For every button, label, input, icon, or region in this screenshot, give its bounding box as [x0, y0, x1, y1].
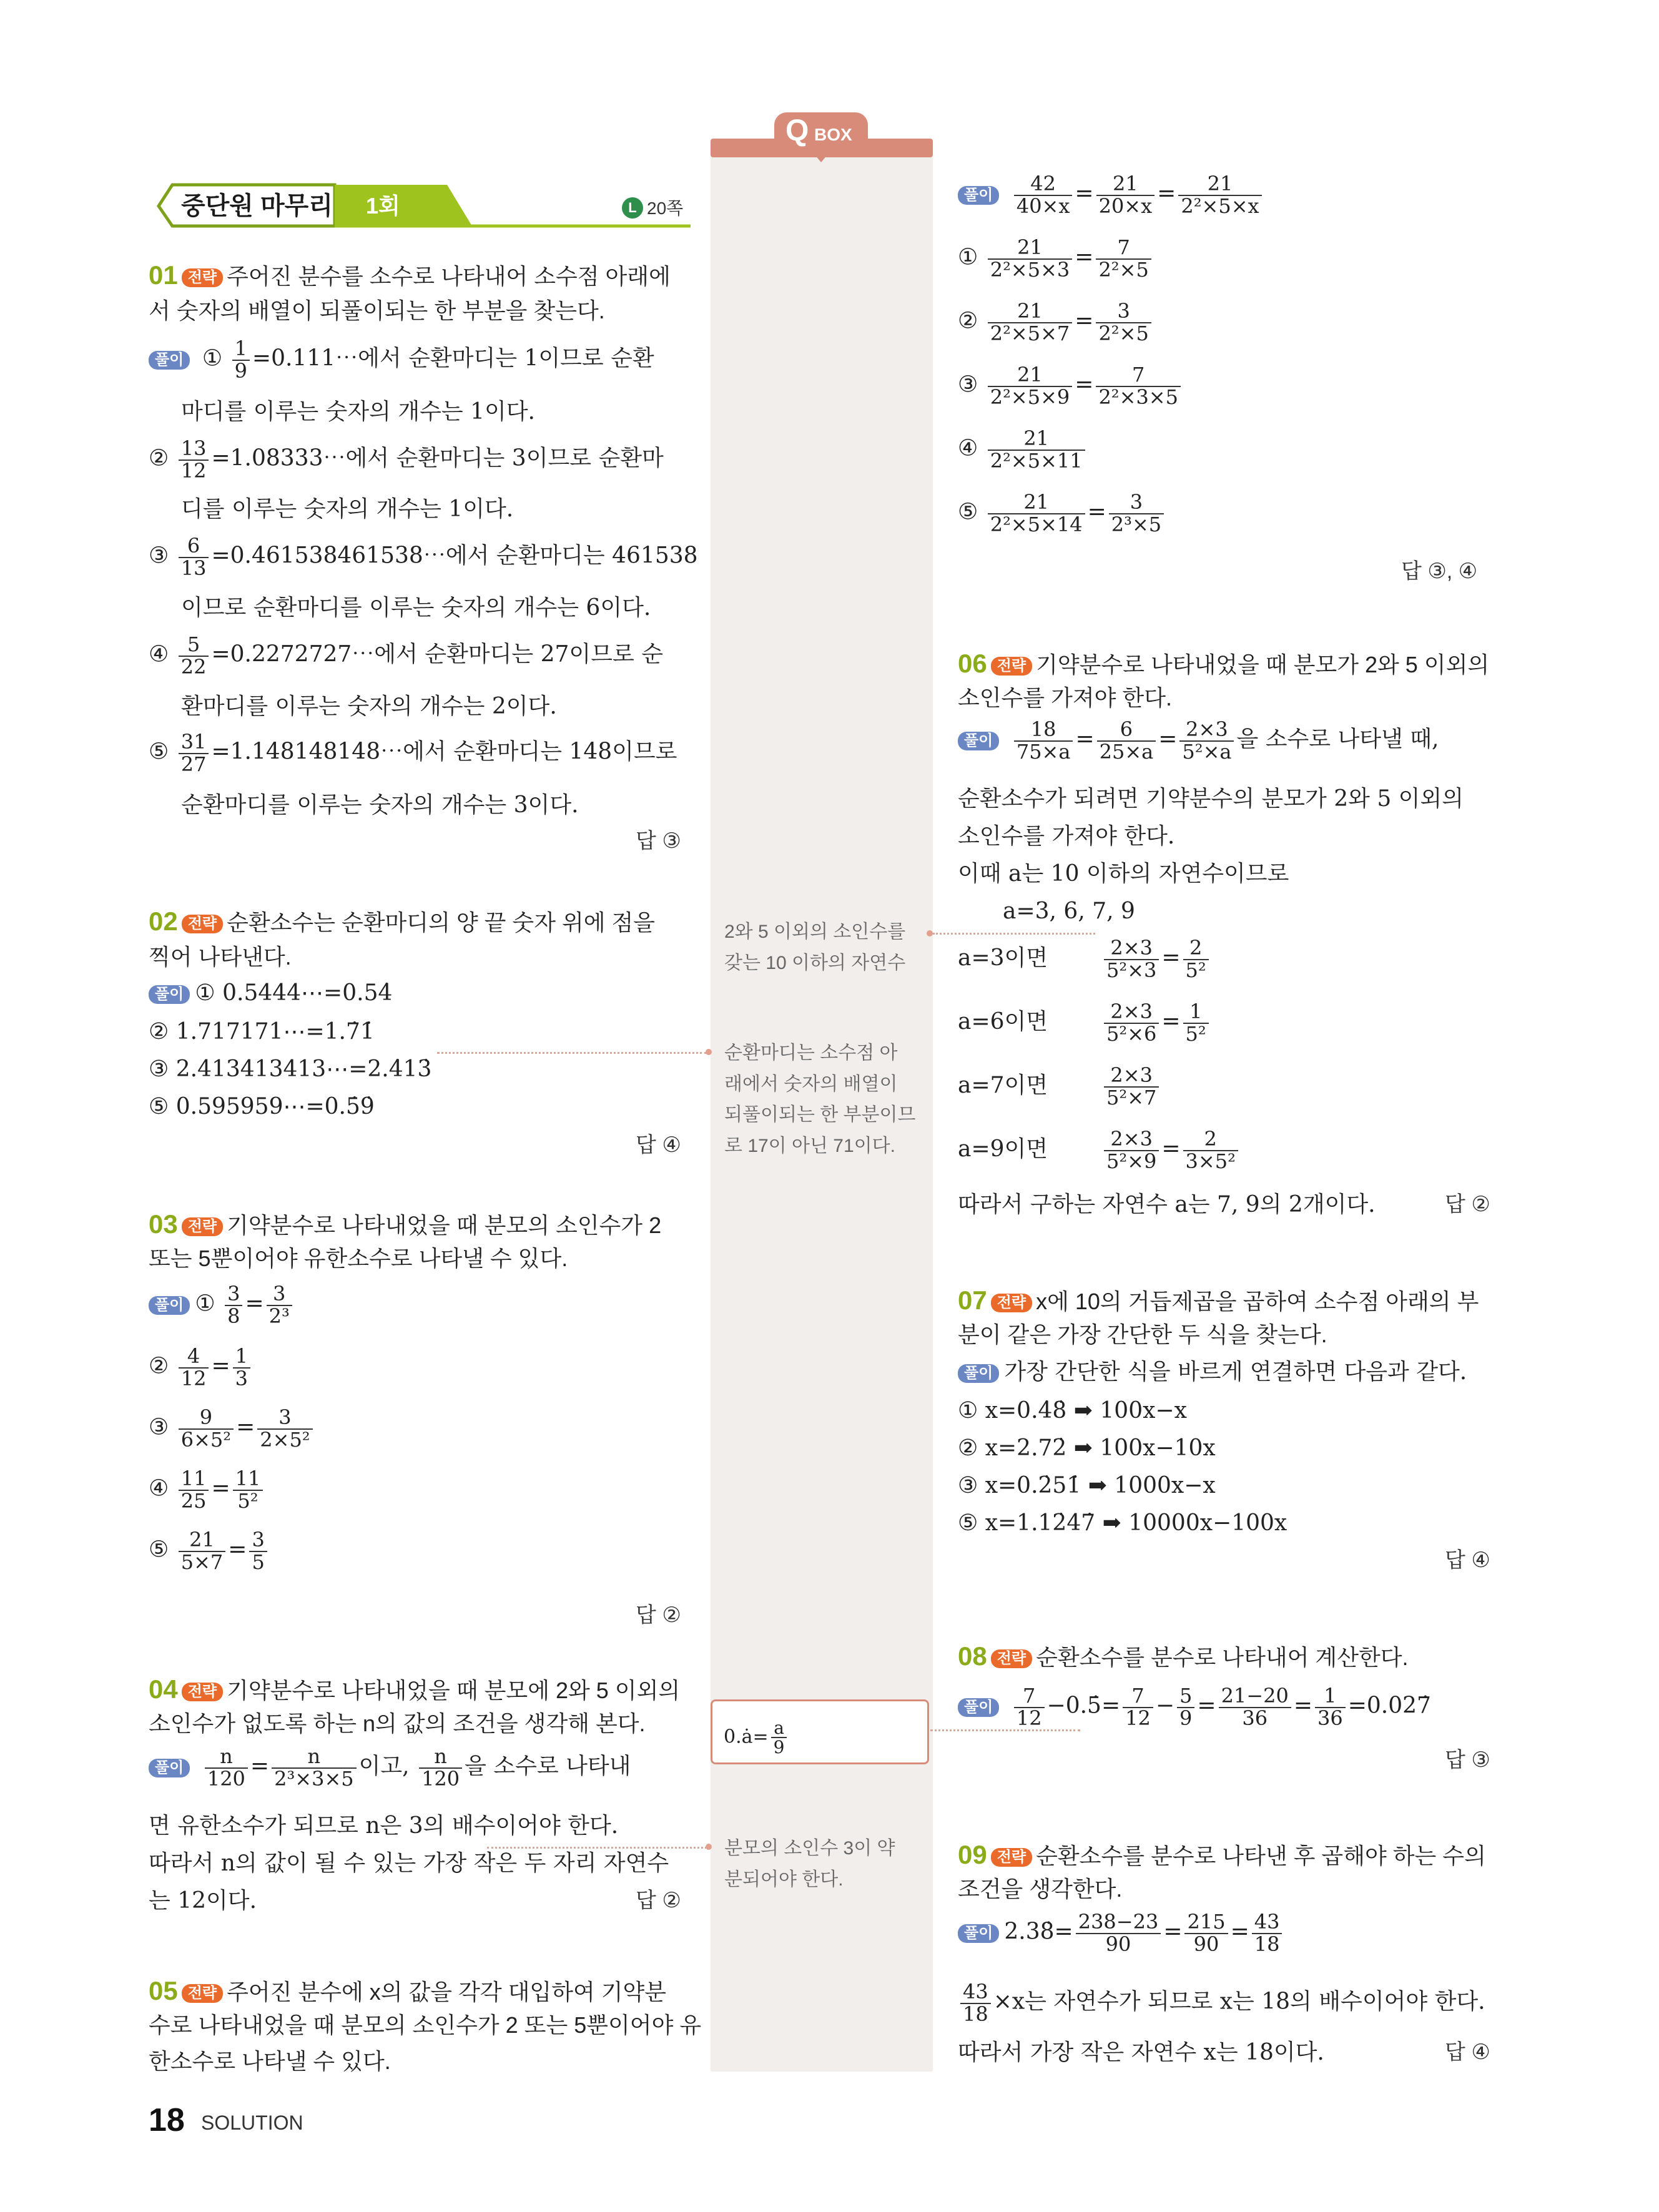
q07-item-3: ③ x=0.2̇51̇ ➡ 1000x−x	[958, 1473, 1216, 1498]
q05-solution-main: 풀이 $\frac{42}{40\times x}$ = $\frac{21}{20\times x}$ = $\frac{21}{\text{2²×5×x}}$	[958, 174, 1264, 217]
section-title: 중단원 마무리	[181, 192, 333, 220]
note-4-leader	[487, 1847, 707, 1849]
q07-solution-intro: 풀이 가장 간단한 식을 바르게 연결하면 다음과 같다.	[958, 1361, 1467, 1384]
q05-item-3: ③ $\frac{21}{\text{2²×5×9}}$ = $\frac{7}{\text{2²×3×5}}$	[958, 365, 1183, 408]
q01-item-1: 풀이 ① $\frac{1}{9}$ =0.111⋯에서 순환마디는 1이므로 순환	[149, 338, 654, 381]
q08-solution: 풀이 $\frac{7}{12}$ −0.5̇= $\frac{7}{12}$ − $\frac{5}{9}$ = $\frac{21-20}{36}$ = $\frac{1}{36}$ =0.027̇	[958, 1686, 1431, 1729]
q07-item-2: ② x=2.72̇ ➡ 100x−10x	[958, 1435, 1216, 1461]
q01-item-5: ⑤ $\frac{31}{27}$ =1.148148148⋯에서 순환마디는 148이므로	[149, 730, 677, 776]
qbox-title	[768, 112, 874, 156]
q09-line-2: $\frac{43}{18}$ ×x는 자연수가 되므로 x는 18의 배수이어야 한다.	[958, 1982, 1485, 2025]
note-2-leader	[437, 1052, 707, 1054]
page-number: 18	[149, 2102, 185, 2138]
q05-item-5: ⑤ $\frac{21}{\text{2²×5×14}}$ = $\frac{3}{\text{2³×5}}$	[958, 492, 1166, 535]
q03-answer: 답 ②	[636, 1603, 681, 1627]
q02-strategy-line2: 찍어 나타낸다.	[149, 944, 292, 970]
q08-strategy-line1: 08 전략 순환소수를 분수로 나타내어 계산한다.	[958, 1641, 1409, 1671]
q04-solution-line4: 는 12이다.	[149, 1888, 257, 1914]
q05-item-1: ① $\frac{21}{\text{2²×5×3}}$ = $\frac{7}{\text{2²×5}}$	[958, 237, 1154, 280]
q07-item-1: ① x=0.4̇8̇ ➡ 100x−x	[958, 1398, 1187, 1423]
q06-line-3: 소인수를 가져야 한다.	[958, 823, 1175, 849]
page-ref-badge-letter: L	[628, 200, 637, 215]
note-4: 분모의 소인수 3이 약 분되어야 한다.	[724, 1838, 895, 1890]
note-2: 순환마디는 소수점 아 래에서 숫자의 배열이 되풀이되는 한 부분이므 로 17이 아닌 71이다.	[724, 1043, 916, 1156]
q06-strategy-line1: 06 전략 기약분수로 나타내었을 때 분모가 2와 5 이외의	[958, 649, 1490, 678]
round-label: 1회	[366, 193, 400, 219]
q04-solution-line1: 풀이 $\frac{n}{120}$ = $\frac{n}{\text{2³×3×5}}$ 이고, $\frac{n}{120}$ 을 소수로 나타내	[149, 1746, 631, 1789]
q05-strategy-line1: 05 전략 주어진 분수에 x의 값을 각각 대입하여 기약분	[149, 1976, 667, 2005]
solution-badge: 풀이	[149, 351, 190, 370]
q01-item-4: ④ $\frac{5}{22}$ =0.2272727⋯에서 순환마디는 27이므로 순	[149, 632, 663, 679]
q07-strategy-line2: 분이 같은 가장 간단한 두 식을 찾는다.	[958, 1322, 1327, 1347]
q07-strategy-line1: 07 전략 x에 10의 거듭제곱을 곱하여 소수점 아래의 부	[958, 1285, 1479, 1315]
q01-item-5-cont: 순환마디를 이루는 숫자의 개수는 3이다.	[181, 792, 579, 818]
page-ref-badge	[622, 197, 643, 219]
q06-case-4: a=9이면 $\frac{2\times 3}{\text{5²×9}}$ = $\frac{2}{\text{3×5²}}$	[958, 1129, 1241, 1172]
q02-block	[149, 908, 698, 1171]
q01-strategy-line1: 01 전략 주어진 분수를 소수로 나타내어 소수점 아래에	[149, 260, 671, 290]
q09-strategy-line1: 09 전략 순환소수를 분수로 나타낸 후 곱해야 하는 수의	[958, 1840, 1486, 1869]
q05-strategy-line3: 한소수로 나타낼 수 있다.	[149, 2048, 391, 2074]
note-1: 2와 5 이외의 소인수를 갖는 10 이하의 자연수	[724, 922, 906, 973]
q03-strategy-line1: 03 전략 기약분수로 나타내었을 때 분모의 소인수가 2	[149, 1209, 662, 1239]
q09-answer: 답 ④	[1445, 2040, 1490, 2064]
q06-line-4: 이때 a는 10 이하의 자연수이므로	[958, 861, 1289, 887]
q01-number: 01	[149, 260, 178, 290]
q02-item-1: 풀이 ① 0.5444⋯=0.54̇	[149, 982, 392, 1005]
note-2-dot	[706, 1049, 712, 1055]
q05-strategy-block	[149, 1976, 702, 2084]
q09-strategy-line2: 조건을 생각한다.	[958, 1876, 1123, 1902]
q03-item-1: 풀이 ① $\frac{3}{8}$ = $\frac{3}{\text{2³}}$	[149, 1284, 295, 1327]
q06-line-2: 순환소수가 되려면 기약분수의 분모가 2와 5 이외의	[958, 786, 1464, 812]
q01-item-2: ② $\frac{13}{12}$ =1.08333⋯에서 순환마디는 3이므로 순환마	[149, 436, 664, 483]
q05-answer: 답 ③, ④	[1401, 559, 1478, 583]
section-header	[147, 181, 691, 230]
q01-item-4-cont: 환마디를 이루는 숫자의 개수는 2이다.	[181, 694, 557, 719]
q02-item-4: ⑤ 0.595959⋯=0.5̇9̇	[149, 1094, 375, 1119]
q04-strategy-line1: 04 전략 기약분수로 나타내었을 때 분모에 2와 5 이외의	[149, 1674, 681, 1704]
q07-item-4: ⑤ x=1.12̇47̇ ➡ 10000x−100x	[958, 1510, 1287, 1536]
q01-block	[149, 262, 698, 862]
q08-answer: 답 ③	[1445, 1748, 1490, 1772]
q06-solution-line1: 풀이 $\frac{18}{75\times a}$ = $\frac{6}{25\times a}$ = $\frac{2\times 3}{\text{5²×a}}$ 을 소수로 나타낼 때,	[958, 719, 1439, 762]
q05-item-4: ④ $\frac{21}{\text{2²×5×11}}$	[958, 428, 1088, 471]
q04-solution-line2: 면 유한소수가 되므로 n은 3의 배수이어야 한다.	[149, 1813, 619, 1839]
q03-item-2: ② $\frac{4}{12}$ = $\frac{1}{3}$	[149, 1346, 253, 1389]
footer-section: SOLUTION	[201, 2111, 303, 2134]
q06-case-3: a=7이면 $\frac{2\times 3}{\text{5²×7}}$	[958, 1065, 1161, 1108]
qbox-q: Q	[785, 114, 809, 147]
q01-item-1-cont: 마디를 이루는 숫자의 개수는 1이다.	[181, 399, 535, 425]
q09-solution: 풀이 2.38̇= $\frac{238-23}{90}$ = $\frac{215}{90}$ = $\frac{43}{18}$	[958, 1912, 1284, 1955]
q07-answer: 답 ④	[1445, 1548, 1490, 1572]
q09-block	[958, 1842, 1507, 2079]
q04-strategy-line2: 소인수가 없도록 하는 n의 값의 조건을 생각해 본다.	[149, 1711, 646, 1736]
q09-line-3: 따라서 가장 작은 자연수 x는 18이다.	[958, 2040, 1324, 2065]
q06-case-2: a=6이면 $\frac{2\times 3}{\text{5²×6}}$ = $\frac{1}{\text{5²}}$	[958, 1001, 1211, 1045]
q04-block	[149, 1676, 698, 1926]
q04-solution-line3: 따라서 n의 값이 될 수 있는 가장 작은 두 자리 자연수	[149, 1851, 669, 1876]
q01-strategy-line2: 서 숫자의 배열이 되풀이되는 한 부분을 찾는다.	[149, 298, 605, 323]
qbox-box: BOX	[814, 125, 852, 144]
q01-answer: 답 ③	[636, 829, 681, 853]
q06-values: a=3, 6, 7, 9	[1003, 898, 1135, 924]
q03-strategy-line2: 또는 5뿐이어야 유한소수로 나타낼 수 있다.	[149, 1246, 568, 1271]
q06-strategy-line2: 소인수를 가져야 한다.	[958, 685, 1172, 710]
q03-item-3: ③ $\frac{9}{\text{6×5²}}$ = $\frac{3}{\text{2×5²}}$	[149, 1407, 315, 1450]
q06-answer: 답 ②	[1445, 1192, 1490, 1216]
q02-strategy-line1: 02 전략 순환소수는 순환마디의 양 끝 숫자 위에 점을	[149, 907, 656, 936]
q03-item-5: ⑤ $\frac{21}{5\times 7}$ = $\frac{3}{5}$	[149, 1530, 270, 1573]
q02-item-3: ③ 2.413413413⋯=2.4̇13̇	[149, 1056, 432, 1082]
note-3-box	[711, 1699, 929, 1764]
q05-solution-block	[958, 174, 1507, 598]
note-1-dot	[927, 930, 933, 936]
q04-answer: 답 ②	[636, 1889, 681, 1912]
note-4-dot	[706, 1844, 712, 1850]
note-3-formula: 0.ȧ= $\frac{a}{9}$	[724, 1719, 789, 1757]
q06-block	[958, 651, 1507, 1231]
q06-case-1: a=3이면 $\frac{2\times 3}{\text{5²×3}}$ = $\frac{2}{\text{5²}}$	[958, 938, 1211, 981]
q03-block	[149, 1211, 698, 1636]
q05-strategy-line2: 수로 나타내었을 때 분모의 소인수가 2 또는 5뿐이어야 유	[149, 2012, 702, 2038]
q06-conclusion: 따라서 구하는 자연수 a는 7, 9의 2개이다.	[958, 1192, 1376, 1217]
page-ref: 20쪽	[647, 199, 684, 218]
q01-item-3-cont: 이므로 순환마디를 이루는 숫자의 개수는 6이다.	[181, 595, 651, 621]
q05-item-2: ② $\frac{21}{\text{2²×5×7}}$ = $\frac{3}{\text{2²×5}}$	[958, 301, 1154, 344]
q01-item-3: ③ $\frac{6}{13}$ =0.461538461538⋯에서 순환마디는 461538	[149, 534, 698, 580]
q07-block	[958, 1287, 1507, 1575]
q02-item-2: ② 1.717171⋯=1.7̇1̇	[149, 1019, 375, 1045]
strategy-badge: 전략	[182, 268, 223, 287]
q02-answer: 답 ④	[636, 1133, 681, 1157]
q03-item-4: ④ $\frac{11}{25}$ = $\frac{11}{\text{5²}}$	[149, 1468, 265, 1512]
q08-block	[958, 1643, 1507, 1781]
q01-item-2-cont: 디를 이루는 숫자의 개수는 1이다.	[181, 496, 514, 522]
